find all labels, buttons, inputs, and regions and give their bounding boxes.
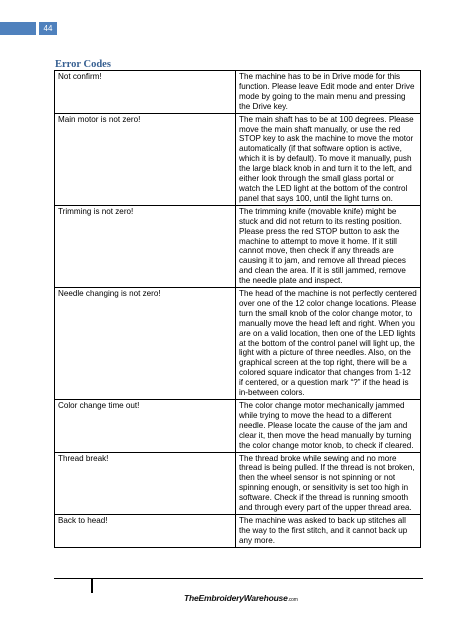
footer-divider-tick [91, 578, 93, 593]
error-description-cell: The color change motor mechanically jammed while trying to move the head to a different needle. Please locate the cause of the jam and clear it, then move the head manually by turning the color change motor knob, to check if cleared. [236, 400, 421, 453]
error-codes-table [54, 70, 421, 548]
error-description-cell: The machine has to be in Drive mode for this function. Please leave Edit mode and enter Drive mode by going to the main menu and pressing the Drive key. [236, 71, 421, 114]
footer-brand-logo [184, 593, 298, 603]
error-code-cell: Thread break! [55, 452, 236, 514]
page-number: 44 [38, 22, 57, 35]
error-code-cell: Needle changing is not zero! [55, 288, 236, 400]
error-description-cell: The main shaft has to be at 100 degrees. Please move the main shaft manually, or use the red STOP key to ask the machine to move the motor automatically (if that software option is active, which it is by default). To move it manually, push the large black knob in and turn it to the left, and either look through the small glass portal or watch the LED light at the bottom of the control panel that says 100, until the light turns on. [236, 113, 421, 205]
brand-name: TheEmbroideryWarehouse [184, 593, 288, 603]
error-code-cell: Color change time out! [55, 400, 236, 453]
error-description-cell: The trimming knife (movable knife) might be stuck and did not return to its resting position. Please press the red STOP button to ask the machine to attempt to move it home. If it still cannot move, then check if any threads are causing it to jam, and remove all thread pieces and clean the area. If it is still jammed, remove the needle plate and inspect. [236, 205, 421, 287]
table-row [55, 288, 421, 400]
table-row [55, 71, 421, 114]
table-row [55, 205, 421, 287]
brand-suffix: .com [287, 597, 298, 603]
table-row [55, 113, 421, 205]
error-code-cell: Main motor is not zero! [55, 113, 236, 205]
header-color-band [0, 22, 36, 35]
table-row [55, 452, 421, 514]
footer-rule [54, 578, 423, 579]
error-description-cell: The machine was asked to back up stitches all the way to the first stitch, and it cannot back up any more. [236, 514, 421, 547]
section-title: Error Codes [55, 59, 111, 70]
error-description-cell: The head of the machine is not perfectly centered over one of the 12 color change locations. Please turn the small knob of the color change motor, to manually move the head left and right. When you are on a valid location, then one of the LED lights at the bottom of the control panel will light up, the light with a picture of three needles. Also, on the graphical screen at the top right, there will be a colored square indicator that changes from 1-12 if centered, or a question mark “?” if the head is in-between colors. [236, 288, 421, 400]
error-description-cell: The thread broke while sewing and no more thread is being pulled. If the thread is not broken, then the wheel sensor is not spinning or not spinning enough, or sensitivity is set too high in software. Check if the thread is running smooth and through every part of the upper thread area. [236, 452, 421, 514]
error-code-cell: Trimming is not zero! [55, 205, 236, 287]
error-code-cell: Not confirm! [55, 71, 236, 114]
error-code-cell: Back to head! [55, 514, 236, 547]
table-row [55, 514, 421, 547]
table-row [55, 400, 421, 453]
